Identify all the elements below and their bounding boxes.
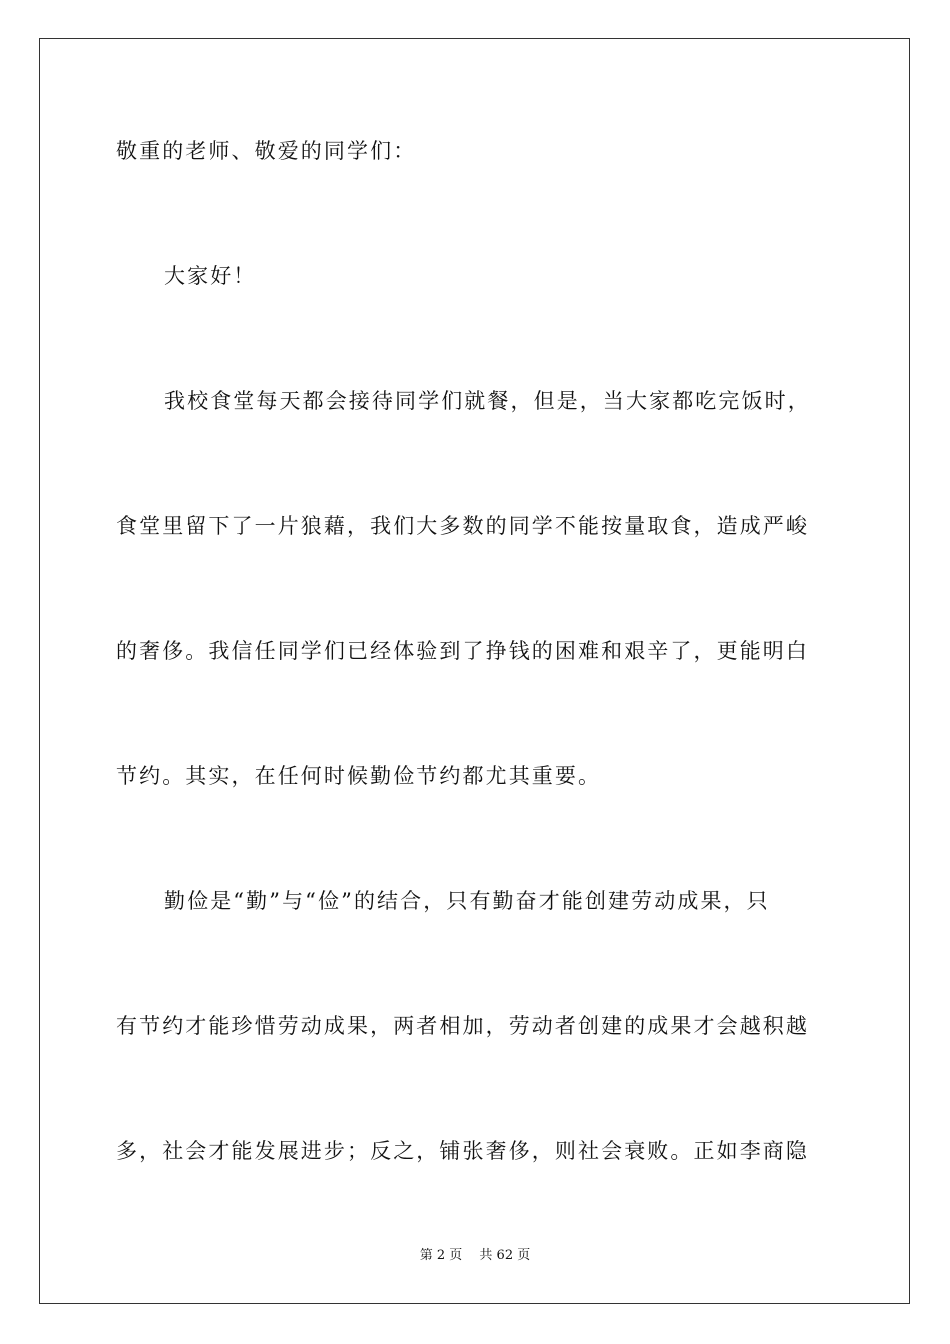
greeting-line: 大家好！ <box>164 264 257 288</box>
paragraph-2-line-3: 多，社会才能发展进步；反之，铺张奢侈，则社会衰败。正如李商隐 <box>116 1139 809 1163</box>
paragraph-2-line-1: 勤俭是“勤”与“俭”的结合，只有勤奋才能创建劳动成果，只 <box>164 889 770 913</box>
paragraph-1-line-1: 我校食堂每天都会接待同学们就餐，但是，当大家都吃完饭时， <box>164 389 811 413</box>
page-number-footer: 第 2 页 共 62 页 <box>419 1248 531 1263</box>
paragraph-1-line-2: 食堂里留下了一片狼藉，我们大多数的同学不能按量取食，造成严峻 <box>116 514 809 538</box>
page-frame <box>39 38 910 1304</box>
paragraph-2-line-2: 有节约才能珍惜劳动成果，两者相加，劳动者创建的成果才会越积越 <box>116 1014 809 1038</box>
salutation-line: 敬重的老师、敬爱的同学们： <box>116 139 417 163</box>
paragraph-1-line-3: 的奢侈。我信任同学们已经体验到了挣钱的困难和艰辛了，更能明白 <box>116 639 809 663</box>
paragraph-1-line-4: 节约。其实，在任何时候勤俭节约都尤其重要。 <box>116 764 602 788</box>
